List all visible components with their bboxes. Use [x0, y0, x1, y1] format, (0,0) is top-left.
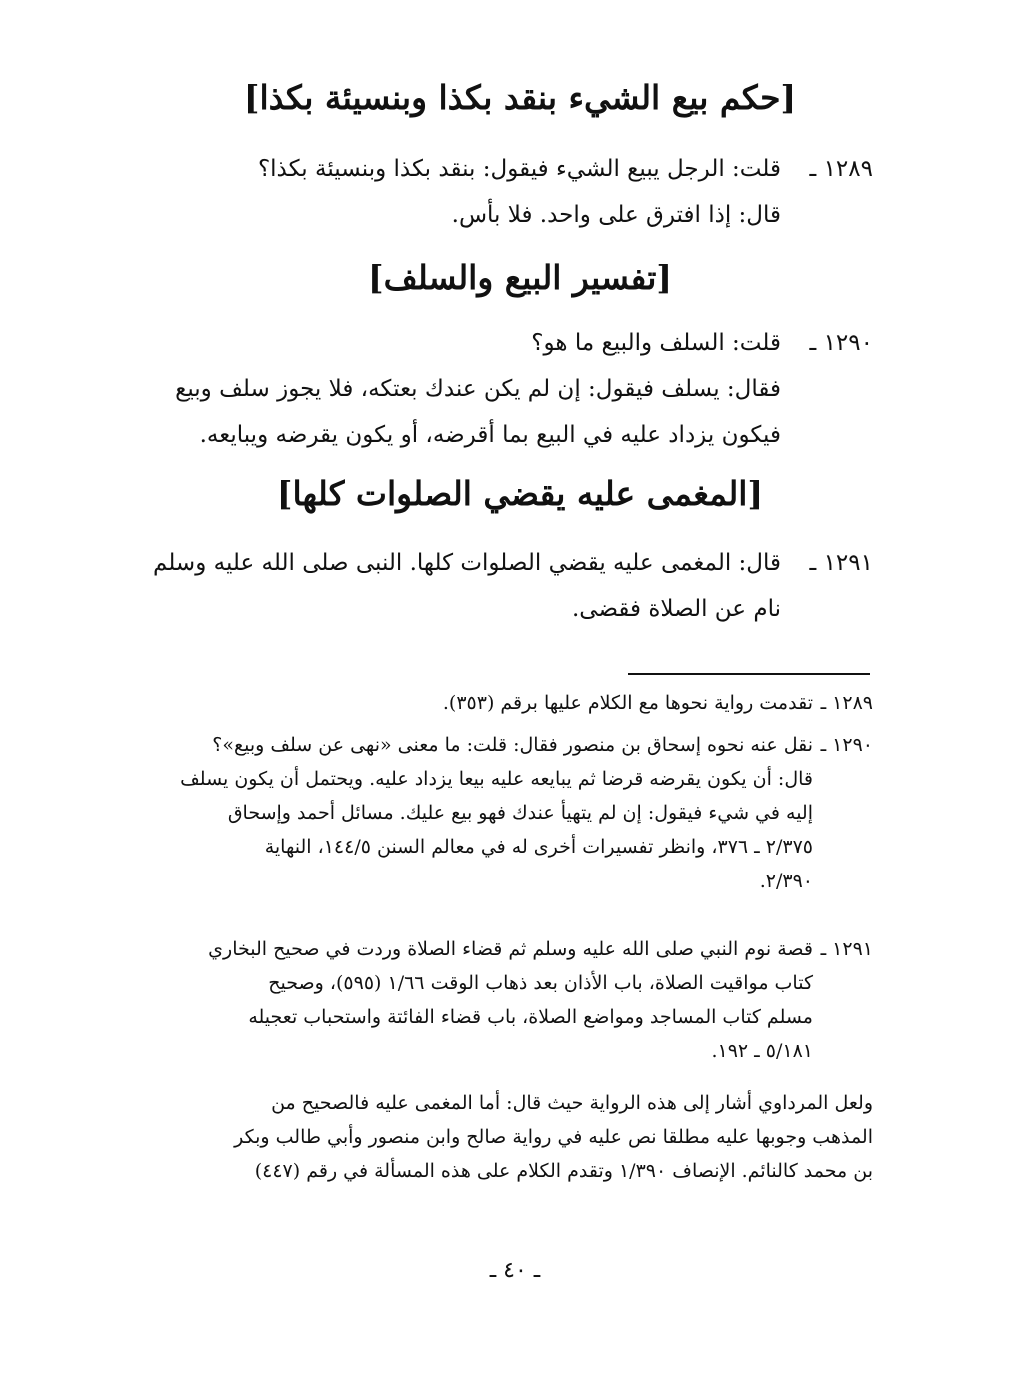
footnote-line: مسلم كتاب المساجد ومواضع الصلاة، باب قضاء الفائتة واستحباب تعجيله [248, 1006, 813, 1028]
footnote-line: إليه في شيء فيقول: إن لم يتهيأ عندك فهو بيع عليك. مسائل أحمد وإسحاق [227, 802, 813, 824]
footnote-line: ٥/١٨١ ـ ١٩٢. [711, 1040, 813, 1062]
section-heading: [المغمى عليه يقضي الصلوات كلها] [276, 474, 764, 513]
entry-text [153, 540, 781, 632]
footnote-1291-continuation [165, 1086, 873, 1188]
footnote-number: ١٢٩٠ ـ [820, 734, 873, 756]
footnote-text [165, 686, 813, 720]
footnote-1290 [165, 728, 873, 898]
section-heading: [حكم بيع الشيء بنقد بكذا وبنسيئة بكذا] [243, 78, 797, 117]
entry-number: ١٢٩١ ـ [809, 550, 873, 576]
entry-line: قلت: الرجل يبيع الشيء فيقول: بنقد بكذا وبنسيئة بكذا؟ [257, 156, 781, 182]
footnote-text [165, 728, 813, 898]
footnote-1291 [165, 932, 873, 1068]
entry-1289 [165, 146, 873, 238]
footnote-line: كتاب مواقيت الصلاة، باب الأذان بعد ذهاب الوقت ١/٦٦ (٥٩٥)، وصحيح [268, 972, 813, 994]
footnote-line: نقل عنه نحوه إسحاق بن منصور فقال: قلت: ما معنى «نهى عن سلف وبيع»؟ [212, 734, 813, 756]
entry-1290 [165, 320, 873, 458]
footnote-line: قال: أن يكون يقرضه قرضا ثم يبايعه عليه بيعا يزداد عليه. ويحتمل أن يكون يسلف [180, 768, 813, 790]
footnote-separator [628, 673, 870, 675]
entry-line: فيكون يزداد عليه في البيع بما أقرضه، أو يكون يقرضه ويبايعه. [199, 422, 781, 448]
footnote-line: قصة نوم النبي صلى الله عليه وسلم ثم قضاء الصلاة وردت في صحيح البخاري [208, 938, 813, 960]
page-number: ـ ٤٠ ـ [489, 1258, 541, 1283]
footnote-text [165, 1086, 873, 1188]
footnote-number: ١٢٨٩ ـ [820, 692, 873, 714]
entry-number: ١٢٨٩ ـ [809, 156, 873, 182]
footnote-line: ولعل المرداوي أشار إلى هذه الرواية حيث قال: أما المغمى عليه فالصحيح من [271, 1092, 873, 1114]
footnote-line: المذهب وجوبها عليه مطلقا نص عليه في رواية صالح وابن منصور وأبي طالب وبكر [234, 1126, 873, 1148]
footnote-1289 [165, 686, 873, 720]
entry-line: قال: إذا افترق على واحد. فلا بأس. [451, 202, 781, 228]
entry-line: قال: المغمى عليه يقضي الصلوات كلها. النبى صلى الله عليه وسلم [153, 550, 781, 576]
entry-text [165, 320, 781, 458]
entry-text [165, 146, 781, 238]
entry-1291 [153, 540, 873, 632]
footnote-line: بن محمد كالنائم. الإنصاف ١/٣٩٠ وتقدم الكلام على هذه المسألة في رقم (٤٤٧) [254, 1160, 873, 1182]
footnote-number: ١٢٩١ ـ [820, 938, 873, 960]
entry-line: فقال: يسلف فيقول: إن لم يكن عندك بعتكه، فلا يجوز سلف وبيع [175, 376, 781, 402]
footnote-line: تقدمت رواية نحوها مع الكلام عليها برقم (٣٥٣). [442, 692, 813, 714]
footnote-text [165, 932, 813, 1068]
footnote-line: ٢/٣٧٥ ـ ٣٧٦، وانظر تفسيرات أخرى له في معالم السنن ١٤٤/٥، النهاية [264, 836, 813, 858]
entry-line: قلت: السلف والبيع ما هو؟ [531, 330, 781, 356]
entry-line: نام عن الصلاة فقضى. [572, 596, 781, 622]
footnote-line: ٢/٣٩٠. [759, 870, 813, 892]
entry-number: ١٢٩٠ ـ [809, 330, 873, 356]
section-heading: [تفسير البيع والسلف] [367, 258, 673, 297]
